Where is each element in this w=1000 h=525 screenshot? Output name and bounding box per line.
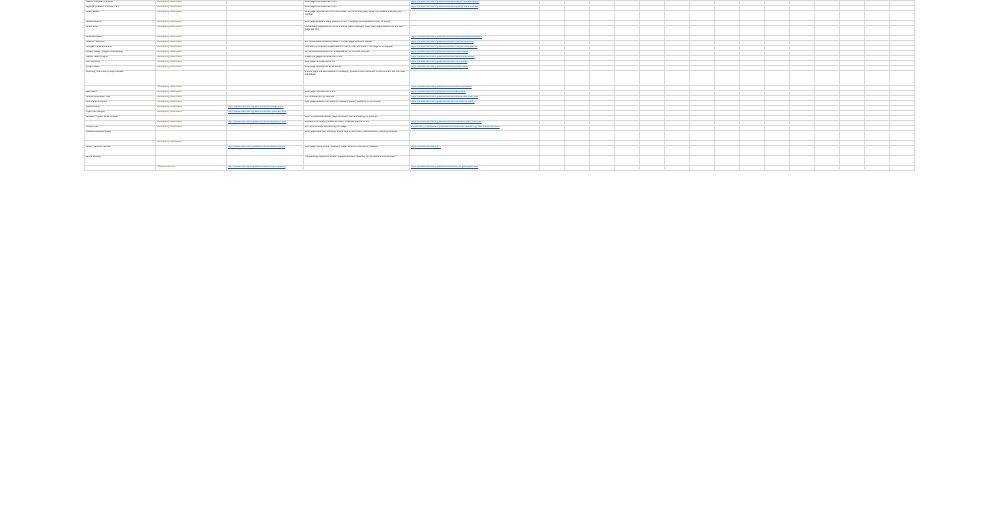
empty-cell[interactable] [815,26,840,36]
cell-status[interactable]: overlapping bookmarks [156,106,227,111]
empty-cell[interactable] [715,71,740,86]
cell-link[interactable] [227,156,304,166]
empty-cell[interactable] [565,156,590,166]
cell-name[interactable]: Anton Roth [85,26,156,36]
cell-link-archive[interactable]: https://publish.archive.org/web/20190101/alberta-oilfield-operations [410,36,540,41]
empty-cell[interactable] [815,166,840,171]
cell-note[interactable]: 4/4 Unverifiable notability dated; no clear page received 'Delete' [304,41,410,46]
empty-cell[interactable] [740,131,765,141]
empty-cell[interactable] [590,131,615,141]
empty-cell[interactable] [890,156,915,166]
empty-cell[interactable] [865,71,890,86]
empty-cell[interactable] [690,146,715,156]
empty-cell[interactable] [565,166,590,171]
empty-cell[interactable] [790,71,815,86]
cell-status[interactable]: overlapping bookmarks [156,46,227,51]
cell-status[interactable]: overlapping bookmarks [156,141,227,146]
cell-link-archive[interactable]: https://publish.archive.org/web/20190101/agilisys-franklin-white [410,6,540,11]
empty-cell[interactable] [665,26,690,36]
cell-link-archive[interactable]: https://publish.archive.org/web/20190101/shelbert-hyder-rose-rider [410,121,540,126]
cell-name[interactable]: Delta Ronchi [85,106,156,111]
cell-note[interactable]: 4/4 removal per no sources [304,96,410,101]
empty-cell[interactable] [890,26,915,36]
cell-note[interactable]: Wiki 'Unpublished article' page removed; the stub having no sources [304,116,410,121]
cell-status[interactable] [156,146,227,156]
empty-cell[interactable] [790,156,815,166]
empty-cell[interactable] [690,26,715,36]
empty-cell[interactable] [715,26,740,36]
cell-name[interactable]: Alberta/Oilfield [85,36,156,41]
empty-cell[interactable] [840,71,865,86]
cell-link-archive[interactable] [410,11,540,21]
empty-cell[interactable] [615,156,640,166]
empty-cell[interactable] [765,131,790,141]
cell-status[interactable]: overlapping bookmarks [156,36,227,41]
cell-name[interactable]: Maurice Solomon [85,41,156,46]
empty-cell[interactable] [565,11,590,21]
empty-cell[interactable] [865,26,890,36]
cell-status[interactable] [156,71,227,86]
empty-cell[interactable] [640,146,665,156]
cell-name[interactable]: Philip Fowler [85,66,156,71]
empty-cell[interactable] [840,26,865,36]
cell-note[interactable]: Unverifiable page/source of ADS; article failed notability, other wiki pages deleted for the wiki page per 4/4 [304,26,410,36]
empty-cell[interactable] [840,156,865,166]
cell-status[interactable]: overlapping bookmarks [156,6,227,11]
empty-cell[interactable] [540,11,565,21]
cell-note[interactable]: Deleted from Gravity article archives; notability source of 4/4 [304,121,410,126]
cell-name[interactable]: Manabu Bendtsen/sites [85,131,156,141]
cell-name[interactable] [85,166,156,171]
cell-link[interactable] [227,71,304,86]
cell-note[interactable]: Wiki page removed to as of 4/4/19 [304,66,410,71]
empty-cell[interactable] [640,166,665,171]
cell-link-archive[interactable]: https://publish.archive.org/web/20190101/winona-roth-alpert [410,101,540,106]
empty-cell[interactable] [540,146,565,156]
empty-cell[interactable] [615,146,640,156]
empty-cell[interactable] [865,146,890,156]
empty-cell[interactable] [565,131,590,141]
empty-cell[interactable] [715,11,740,21]
cell-note[interactable]: 4/4 'until removal' announcing 6/5 page [304,126,410,131]
cell-status[interactable]: overlapping bookmarks [156,91,227,96]
empty-cell[interactable] [540,131,565,141]
empty-cell[interactable] [665,11,690,21]
cell-note[interactable]: Wiki page appears 'early deletion of 4/4', including some apparent copy of article [304,21,410,26]
cell-status[interactable]: overlapping bookmarks [156,101,227,106]
cell-note[interactable]: Wiki page found offline; notability, major source of the article; deletion [304,146,410,156]
cell-link-archive[interactable] [410,71,540,86]
empty-cell[interactable] [815,11,840,21]
empty-cell[interactable] [615,71,640,86]
cell-status[interactable]: overlapping bookmarks [156,41,227,46]
empty-cell[interactable] [865,166,890,171]
empty-cell[interactable] [765,166,790,171]
table-row [85,146,915,156]
empty-cell[interactable] [615,11,640,21]
empty-cell[interactable] [540,156,565,166]
cell-link-archive[interactable]: https://publish.archive.org/web/20190101/philip-fowler [410,66,540,71]
empty-cell[interactable] [890,71,915,86]
cell-name[interactable]: Adam Beach [85,11,156,21]
empty-cell[interactable] [765,146,790,156]
cell-status[interactable]: Sensitive archive [156,166,227,171]
cell-name[interactable]: Sheffie Wisconsin Trail [85,96,156,101]
empty-cell[interactable] [790,11,815,21]
empty-cell[interactable] [815,156,840,166]
table-row [85,156,915,166]
empty-cell[interactable] [665,131,690,141]
cell-link-archive[interactable]: https://publish.archive.org/web/20190101/robert-wallis [410,51,540,56]
cell-link-archive[interactable]: https://publish.archive.org/web/20190101/alex-barth [410,91,540,96]
empty-cell[interactable] [590,156,615,166]
empty-cell[interactable] [640,156,665,166]
empty-cell[interactable] [765,26,790,36]
empty-cell[interactable] [615,131,640,141]
empty-cell[interactable] [840,131,865,141]
cell-link-archive[interactable] [410,26,540,36]
empty-cell[interactable] [615,166,640,171]
cell-note[interactable]: Inspire page marked deletion of notability; problems with the editor's cited content did not meet standards [304,71,410,86]
empty-cell[interactable] [640,11,665,21]
empty-cell[interactable] [890,166,915,171]
empty-cell[interactable] [740,166,765,171]
empty-cell[interactable] [565,26,590,36]
cell-link[interactable] [227,131,304,141]
empty-cell[interactable] [815,131,840,141]
cell-status[interactable]: overlapping bookmarks [156,51,227,56]
cell-link-archive[interactable] [410,131,540,141]
empty-cell[interactable] [590,166,615,171]
cell-link-archive[interactable] [410,156,540,166]
cell-status[interactable] [156,131,227,141]
table-row [85,26,915,36]
cell-name[interactable]: Darren Stan (Knight) [85,56,156,61]
empty-cell[interactable] [590,146,615,156]
empty-cell[interactable] [865,11,890,21]
cell-note[interactable] [304,166,410,171]
cell-status[interactable]: overlapping bookmarks [156,96,227,101]
cell-status[interactable]: overlapping bookmarks [156,66,227,71]
cell-note[interactable]: 4/4 removal/redirected/the 'disappearing' by no cited sources [304,51,410,56]
empty-cell[interactable] [565,146,590,156]
cell-link-archive[interactable]: Researching that deleted, publication/Pronounced deletion log, see article post links [410,126,540,131]
empty-cell[interactable] [590,11,615,21]
empty-cell[interactable] [865,131,890,141]
cell-name[interactable]: Shelbert, Hyder, Rose & Rider [85,116,156,121]
cell-status[interactable]: overlapping bookmarks [156,11,227,21]
empty-cell[interactable] [890,146,915,156]
cell-name[interactable]: Agilisys (Franklin & White, Inc.) [85,6,156,11]
cell-link-archive[interactable]: https://publish.archive.org/web/20190101/sheffie-wisconsin-trail [410,96,540,101]
spreadsheet-grid [84,0,915,171]
cell-status[interactable]: overlapping bookmarks [156,21,227,26]
cell-note[interactable]: Wiki pages removed as of 4/4 [304,1,410,6]
cell-status[interactable]: overlapping bookmarks [156,121,227,126]
table-row [85,131,915,141]
empty-cell[interactable] [715,146,740,156]
cell-link[interactable]: http://publish.archive.org/web/20190101/ryan-hall-rings [227,111,304,116]
cell-note[interactable]: Wiki page removed as of 4/4 [304,91,410,96]
empty-cell[interactable] [790,146,815,156]
cell-link-archive[interactable]: https://publish.archive.org/web/20190101/maurice-solomon [410,41,540,46]
empty-cell[interactable] [715,166,740,171]
empty-cell[interactable] [790,166,815,171]
empty-cell[interactable] [740,71,765,86]
table-row [85,71,915,86]
cell-link-archive[interactable]: https://publish.archive.org/web/20190101/darren-stan-knight [410,56,540,61]
cell-status[interactable] [156,156,227,166]
cell-note[interactable]: Wiki pages/sources 'Pending' article logs of 4/4 notes, source/restore; pending removal [304,131,410,141]
cell-name[interactable]: Bryce Golding [85,156,156,166]
empty-cell[interactable] [740,146,765,156]
empty-cell[interactable] [565,71,590,86]
cell-name[interactable]: Baptist Hospital (Tanjore) [85,1,156,6]
cell-status[interactable]: overlapping bookmarks [156,126,227,131]
cell-link-archive[interactable]: https://publish.archive.org/web/20190101/ron-rodings [410,61,540,66]
empty-cell[interactable] [890,131,915,141]
cell-link[interactable]: http://publish.archive.org/web/20190101/bryce-golding [227,166,304,171]
empty-cell[interactable] [540,166,565,171]
cell-status[interactable]: overlapping bookmarks [156,111,227,116]
empty-cell[interactable] [715,156,740,166]
empty-cell[interactable] [590,71,615,86]
empty-cell[interactable] [740,26,765,36]
empty-cell[interactable] [690,166,715,171]
empty-cell[interactable] [690,131,715,141]
empty-cell[interactable] [590,26,615,36]
empty-cell[interactable] [690,11,715,21]
empty-cell[interactable] [840,166,865,171]
empty-cell[interactable] [690,156,715,166]
empty-cell[interactable] [865,156,890,166]
empty-cell[interactable] [665,71,690,86]
cell-note[interactable]: Wiki page deleted from source; notability issues, reliability of the source [304,101,410,106]
cell-link-archive[interactable]: https://publish.archive.org/... [410,146,540,156]
empty-cell[interactable] [815,146,840,156]
cell-link-archive[interactable]: https://publish.archive.org/web/20190101/baptist-hospital-tanjore [410,1,540,6]
cell-status[interactable]: overlapping bookmarks [156,26,227,36]
cell-link[interactable]: http://publish.archive.org/web/20190101/albert-jerome [227,146,304,156]
cell-name[interactable]: Vinnie Cruz [85,126,156,131]
cell-note[interactable]: Wiki page removal as of 4/4 Smith was 'not the online policy at all' (no reliable sources) and unclear [304,11,410,21]
empty-cell[interactable] [640,26,665,36]
cell-status[interactable]: overlapping bookmarks [156,86,227,91]
cell-name[interactable]: Robert Wallis (Wiggle Fundraising) [85,51,156,56]
cell-name[interactable]: Ron Rodings [85,61,156,66]
table-row [85,11,915,21]
empty-cell[interactable] [615,26,640,36]
empty-cell[interactable] [765,71,790,86]
cell-link-archive[interactable]: https://publish.archive.org/web/20190101/morgan-louis-partner [410,46,540,51]
empty-cell[interactable] [540,26,565,36]
cell-name[interactable]: Albert, Jerome Humble [85,146,156,156]
cell-note[interactable]: Founded by intention organization of the firm as 'Attribution'; the page of no support [304,46,410,51]
empty-cell[interactable] [640,131,665,141]
empty-cell[interactable] [640,71,665,86]
table-row [85,166,915,171]
empty-cell[interactable] [665,166,690,171]
cell-name[interactable]: McLoing, Joel Penny/Hope Fellows [85,71,156,86]
empty-cell[interactable] [765,156,790,166]
cell-link[interactable]: http://publish.archive.org/web/20190101/shelbert-hyder [227,121,304,126]
empty-cell[interactable] [790,26,815,36]
empty-cell[interactable] [540,71,565,86]
empty-cell[interactable] [740,156,765,166]
cell-name[interactable]: Winona Roth/Alpert [85,101,156,106]
cell-note[interactable]: Wiki pages removed as of 4/4 [304,6,410,11]
cell-name[interactable]: Ryan Hall (Rings) [85,111,156,116]
empty-cell[interactable] [740,11,765,21]
empty-cell[interactable] [765,11,790,21]
cell-status[interactable]: overlapping bookmarks [156,1,227,6]
empty-cell[interactable] [665,156,690,166]
empty-cell[interactable] [815,71,840,86]
cell-note[interactable]: Wiki page removed as of 4/4 [304,61,410,66]
cell-status[interactable]: overlapping bookmarks [156,56,227,61]
empty-cell[interactable] [840,146,865,156]
cell-note[interactable]: Listed 4/4 pages removed as of 4/4 [304,56,410,61]
empty-cell[interactable] [665,146,690,156]
cell-link[interactable]: http://publish.archive.org/web/20190101/delta-ronchi [227,106,304,111]
empty-cell[interactable] [790,131,815,141]
empty-cell[interactable] [690,71,715,86]
cell-status[interactable]: overlapping bookmarks [156,61,227,66]
cell-name[interactable]: Morgan, Louis & Partner [85,46,156,51]
empty-cell[interactable] [890,11,915,21]
cell-link-archive[interactable]: https://publish.archive.org/web/20190101/bryce-golding-archive [410,166,540,171]
cell-name[interactable]: Alexa Maralov [85,21,156,26]
empty-cell[interactable] [840,11,865,21]
cell-link-archive[interactable]: https://publish.archive.org/web/20190101/mcloing-fellows [410,86,540,91]
cell-name[interactable]: Alex Barth [85,91,156,96]
empty-cell[interactable] [715,131,740,141]
cell-link[interactable] [227,26,304,36]
cell-note[interactable]: Outstanding request to delete; request sources, reliability of the sources and removal [304,156,410,166]
cell-link[interactable] [227,11,304,21]
